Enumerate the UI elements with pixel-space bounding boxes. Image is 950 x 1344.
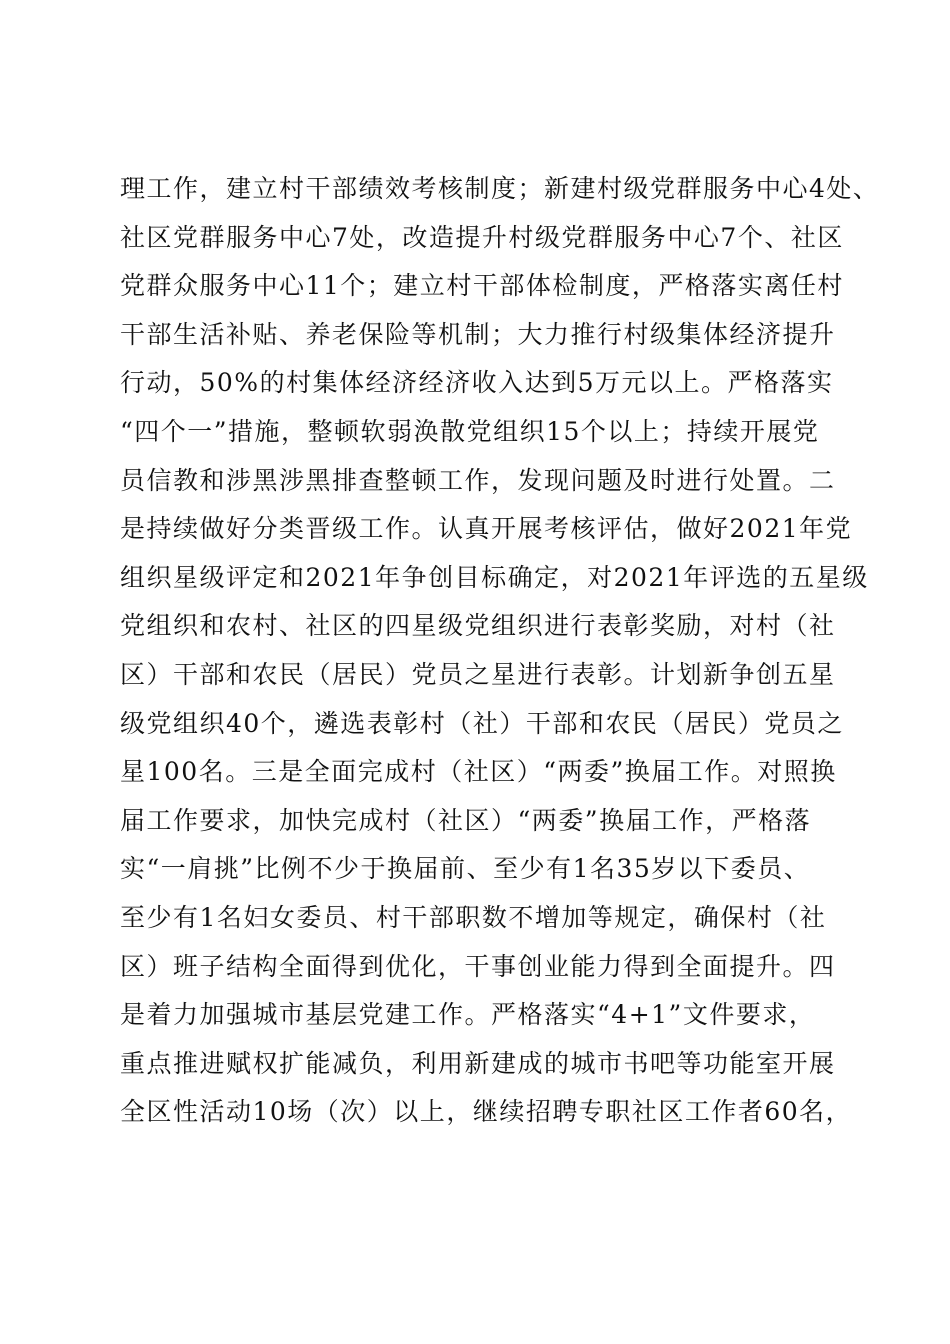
text-line: 至少有1名妇女委员、村干部职数不增加等规定，确保村（社: [120, 902, 827, 932]
text-line: 组织星级评定和2021年争创目标确定，对2021年评选的五星级: [120, 562, 869, 592]
text-line: 行动，50%的村集体经济经济收入达到5万元以上。严格落实: [120, 368, 834, 398]
body-paragraph: [120, 165, 880, 1137]
text-line: 党组织和农村、社区的四星级党组织进行表彰奖励，对村（社: [120, 611, 836, 641]
text-line: 社区党群服务中心7处，改造提升村级党群服务中心7个、社区: [120, 222, 844, 252]
text-line: 实“一肩挑”比例不少于换届前、至少有1名35岁以下委员、: [120, 854, 811, 884]
text-line: 届工作要求，加快完成村（社区）“两委”换届工作，严格落: [120, 805, 812, 835]
text-line: 全区性活动10场（次）以上，继续招聘专职社区工作者60名，: [120, 1097, 853, 1127]
text-line: 是着力加强城市基层党建工作。严格落实“4+1”文件要求，: [120, 1000, 816, 1030]
text-line: 是持续做好分类晋级工作。认真开展考核评估，做好2021年党: [120, 514, 853, 544]
text-line: 干部生活补贴、养老保险等机制；大力推行村级集体经济提升: [120, 319, 836, 349]
text-line: 党群众服务中心11个；建立村干部体检制度，严格落实离任村: [120, 271, 844, 301]
text-line: 重点推进赋权扩能减负，利用新建成的城市书吧等功能室开展: [120, 1048, 836, 1078]
text-line: 员信教和涉黑涉黑排查整顿工作，发现问题及时进行处置。二: [120, 465, 836, 495]
text-line: 区）班子结构全面得到优化，干事创业能力得到全面提升。四: [120, 951, 836, 981]
text-line: 星100名。三是全面完成村（社区）“两委”换届工作。对照换: [120, 757, 837, 787]
text-line: “四个一”措施，整顿软弱涣散党组织15个以上；持续开展党: [120, 416, 820, 446]
text-line: 级党组织40个，遴选表彰村（社）干部和农民（居民）党员之: [120, 708, 844, 738]
text-line: 理工作，建立村干部绩效考核制度；新建村级党群服务中心4处、: [120, 174, 880, 203]
text-line: 区）干部和农民（居民）党员之星进行表彰。计划新争创五星: [120, 659, 836, 689]
